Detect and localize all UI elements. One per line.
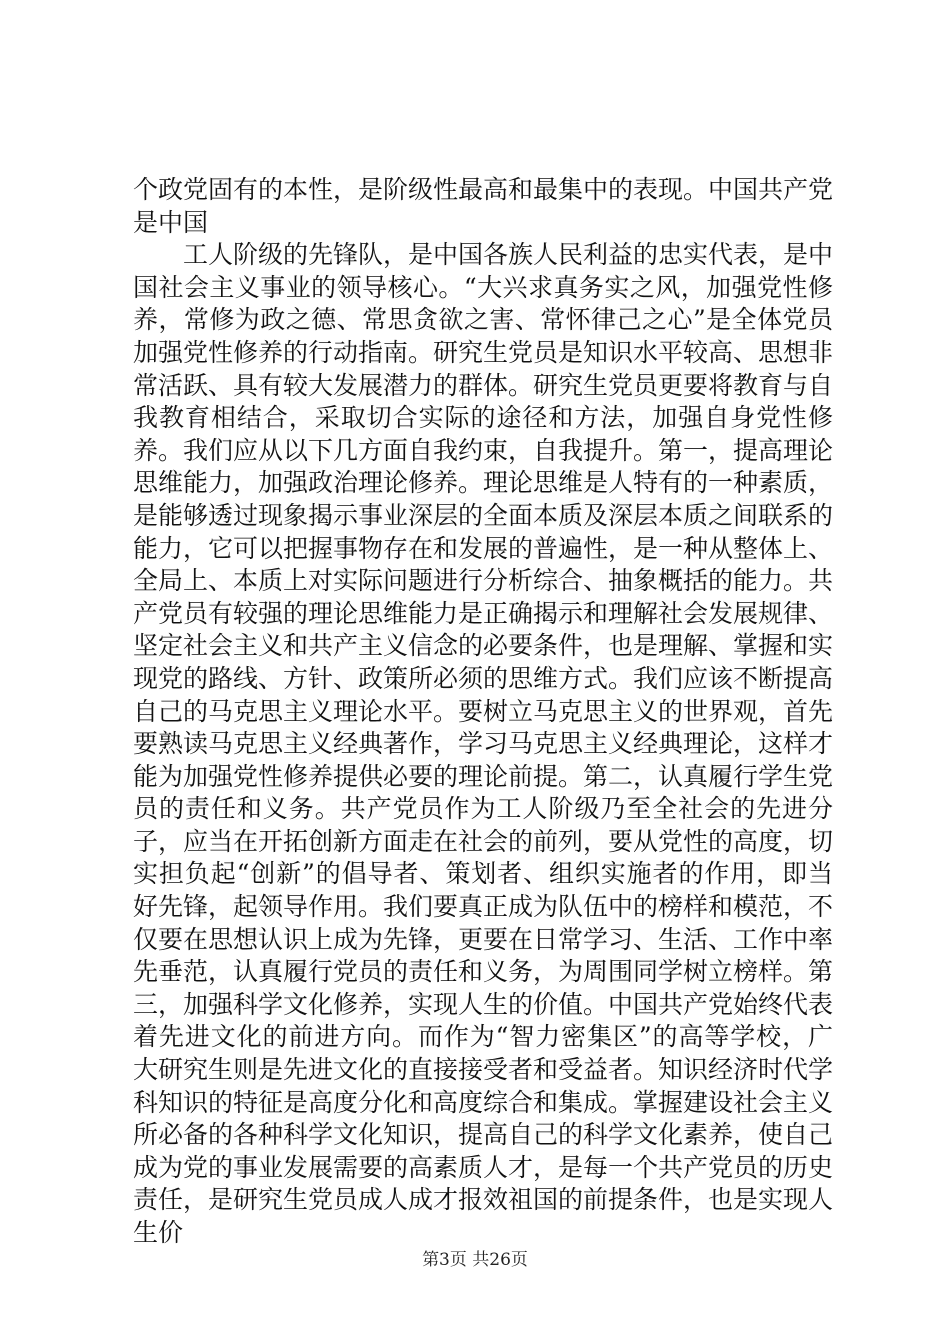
continued-paragraph: 个政党固有的本性，是阶级性最高和最集中的表现。中国共产党是中国 bbox=[133, 175, 834, 237]
document-body bbox=[133, 174, 833, 1250]
main-paragraph: 工人阶级的先锋队，是中国各族人民利益的忠实代表，是中国社会主义事业的领导核心。“大兴求真务实之风，加强党性修养，常修为政之德、常思贪欲之害、常怀律己之心”是全体党员加强党性修养的行动指南。研究生党员是知识水平较高、思想非常活跃、具有较大发展潜力的群体。研究生党员更要将教育与自我教育相结合，采取切合实际的途径和方法，加强自身党性修养。我们应从以下几方面自我约束，自我提升。第一，提高理论思维能力，加强政治理论修养。理论思维是人特有的一种素质，是能够透过现象揭示事业深层的全面本质及深层本质之间联系的能力，它可以把握事物存在和发展的普遍性，是一种从整体上、全局上、本质上对实际问题进行分析综合、抽象概括的能力。共产党员有较强的理论思维能力是正确揭示和理解社会发展规律、坚定社会主义和共产主义信念的必要条件，也是理解、掌握和实现党的路线、方针、政策所必须的思维方式。我们应该不断提高自己的马克思主义理论水平。要树立马克思主义的世界观，首先要熟读马克思主义经典著作，学习马克思主义经典理论，这样才能为加强党性修养提供必要的理论前提。第二，认真履行学生党员的责任和义务。共产党员作为工人阶级乃至全社会的先进分子，应当在开拓创新方面走在社会的前列，要从党性的高度，切实担负起“创新”的倡导者、策划者、组织实施者的作用，即当好先锋，起领导作用。我们要真正成为队伍中的榜样和模范，不仅要在思想认识上成为先锋，更要在日常学习、生活、工作中率先垂范，认真履行党员的责任和义务，为周围同学树立榜样。第三，加强科学文化修养，实现人生的价值。中国共产党始终代表着先进文化的前进方向。而作为“智力密集区”的高等学校，广大研究生则是先进文化的直接接受者和受益者。知识经济时代学科知识的特征是高度分化和高度综合和集成。掌握建设社会主义所必备的各种科学文化知识，提高自己的科学文化素养，使自己成为党的事业发展需要的高素质人才，是每一个共产党员的历史责任，是研究生党员成人成才报效祖国的前提条件，也是实现人生价 bbox=[133, 240, 834, 1247]
page-number-footer: 第3页 共26页 bbox=[422, 1250, 528, 1270]
